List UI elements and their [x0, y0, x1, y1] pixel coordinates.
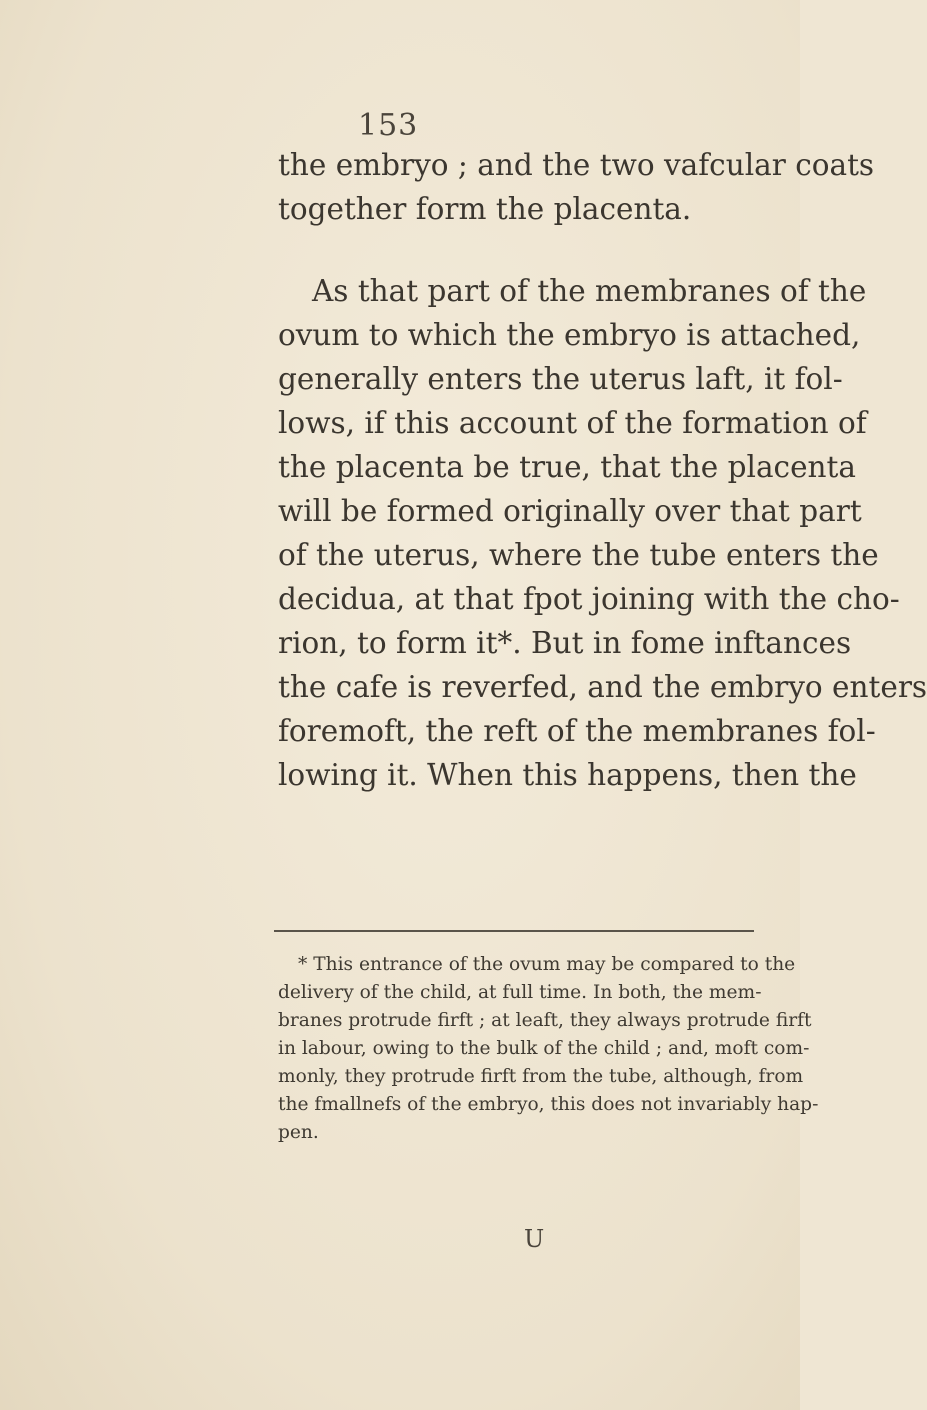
- footnote-line: branes protrude firft ; at leaft, they always protrude firft: [278, 1010, 812, 1031]
- footnote-line: in labour, owing to the bulk of the child ; and, moft com-: [278, 1038, 810, 1059]
- body-line: of the uterus, where the tube enters the: [278, 538, 879, 572]
- body-line: foremoft, the reft of the membranes fol-: [278, 714, 876, 748]
- page-number: 153: [358, 108, 419, 143]
- body-line: the embryo ; and the two vafcular coats: [278, 148, 875, 182]
- footnote-line: delivery of the child, at full time. In both, the mem-: [278, 982, 762, 1003]
- footnote-line: the fmallnefs of the embryo, this does not invariably hap-: [278, 1094, 819, 1115]
- signature-mark: U: [524, 1225, 545, 1253]
- body-line: ovum to which the embryo is attached,: [278, 318, 861, 352]
- footnote-rule: [274, 930, 754, 932]
- body-line: the placenta be true, that the placenta: [278, 450, 856, 484]
- footnote-line: * This entrance of the ovum may be compared to the: [298, 954, 796, 975]
- footnote-line: monly, they protrude firft from the tube, although, from: [278, 1066, 804, 1087]
- body-line: lows, if this account of the formation of: [278, 406, 867, 440]
- footnote-line: pen.: [278, 1122, 319, 1143]
- body-line: lowing it. When this happens, then the: [278, 758, 857, 792]
- body-line: will be formed originally over that part: [278, 494, 862, 528]
- body-line: As that part of the membranes of the: [312, 274, 867, 308]
- body-line: the cafe is reverfed, and the embryo enters: [278, 670, 927, 704]
- body-line: generally enters the uterus laft, it fol-: [278, 362, 843, 396]
- body-line: rion, to form it*. But in fome inftances: [278, 626, 852, 660]
- body-line: together form the placenta.: [278, 192, 692, 226]
- body-line: decidua, at that fpot joining with the cho-: [278, 582, 900, 616]
